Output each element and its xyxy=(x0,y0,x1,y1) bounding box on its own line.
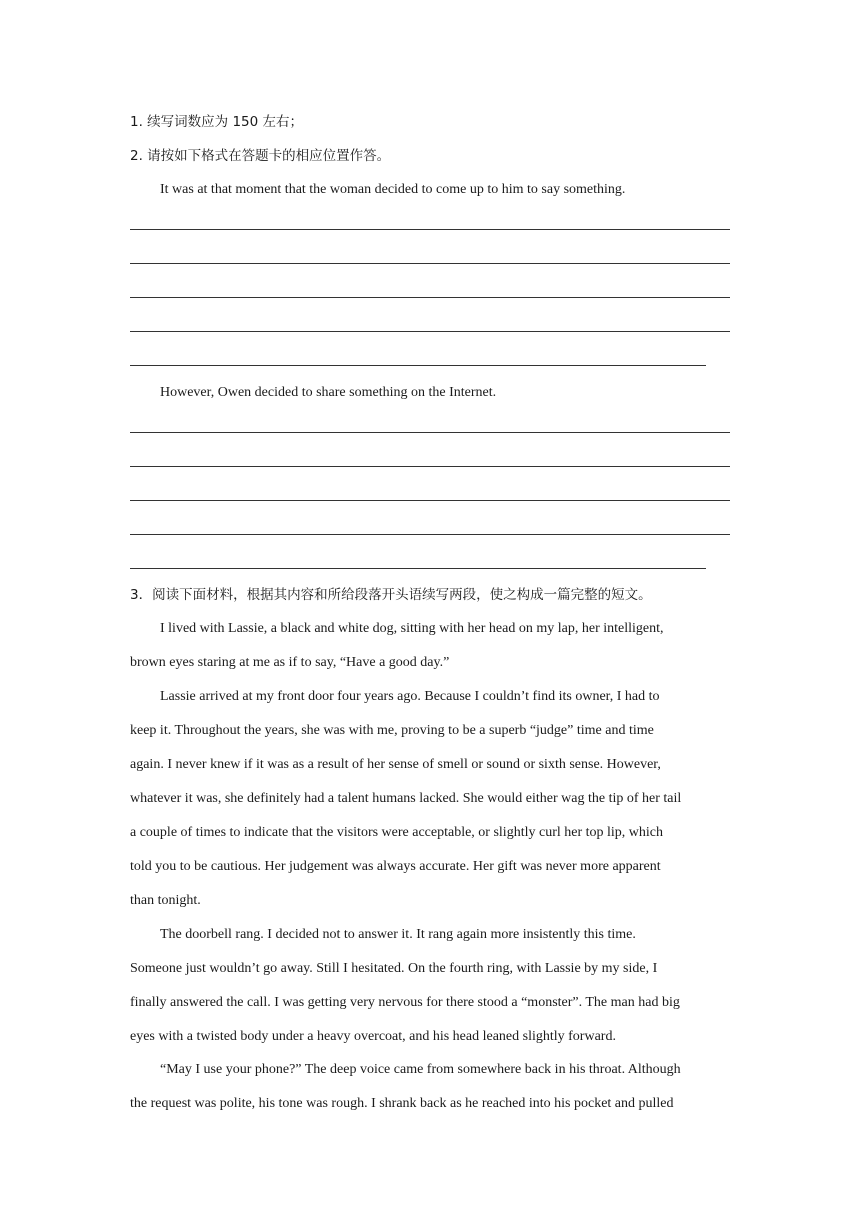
answer-line xyxy=(130,331,730,332)
paragraph-2-opening: However, Owen decided to share something on the Internet. xyxy=(160,385,497,400)
question-3-prompt: 3．阅读下面材料，根据其内容和所给段落开头语续写两段，使之构成一篇完整的短文。 xyxy=(130,587,652,603)
passage-line: the request was polite, his tone was rough. I shrank back as he reached into his pocket and pulled xyxy=(130,1096,674,1111)
passage-line: keep it. Throughout the years, she was with me, proving to be a superb “judge” time and time xyxy=(130,723,654,738)
passage-line: brown eyes staring at me as if to say, “Have a good day.” xyxy=(130,655,450,670)
passage-line: I lived with Lassie, a black and white dog, sitting with her head on my lap, her intelligent, xyxy=(160,621,664,636)
passage-line: whatever it was, she definitely had a talent humans lacked. She would either wag the tip of her tail xyxy=(130,791,682,806)
answer-line xyxy=(130,500,730,501)
answer-line xyxy=(130,568,706,569)
answer-line xyxy=(130,534,730,535)
instruction-item-1: 1. 续写词数应为 150 左右； xyxy=(130,114,304,130)
answer-line xyxy=(130,432,730,433)
passage-line: “May I use your phone?” The deep voice came from somewhere back in his throat. Although xyxy=(160,1062,681,1077)
answer-line xyxy=(130,297,730,298)
answer-line xyxy=(130,229,730,230)
passage-line: eyes with a twisted body under a heavy overcoat, and his head leaned slightly forward. xyxy=(130,1029,616,1044)
passage-line: The doorbell rang. I decided not to answer it. It rang again more insistently this time. xyxy=(160,927,636,942)
answer-line xyxy=(130,263,730,264)
passage-line: Someone just wouldn’t go away. Still I hesitated. On the fourth ring, with Lassie by my side, I xyxy=(130,961,658,976)
passage-line: again. I never knew if it was as a result of her sense of smell or sound or sixth sense. However, xyxy=(130,757,661,772)
answer-line xyxy=(130,365,706,366)
passage-line: Lassie arrived at my front door four years ago. Because I couldn’t find its owner, I had to xyxy=(160,689,660,704)
passage-line: finally answered the call. I was getting very nervous for there stood a “monster”. The man had big xyxy=(130,995,680,1010)
passage-line: than tonight. xyxy=(130,893,201,908)
paragraph-1-opening: It was at that moment that the woman decided to come up to him to say something. xyxy=(160,182,626,197)
passage-line: told you to be cautious. Her judgement was always accurate. Her gift was never more apparent xyxy=(130,859,661,874)
passage-line: a couple of times to indicate that the visitors were acceptable, or slightly curl her top lip, which xyxy=(130,825,664,840)
instruction-item-2: 2. 请按如下格式在答题卡的相应位置作答。 xyxy=(130,148,391,164)
answer-line xyxy=(130,466,730,467)
